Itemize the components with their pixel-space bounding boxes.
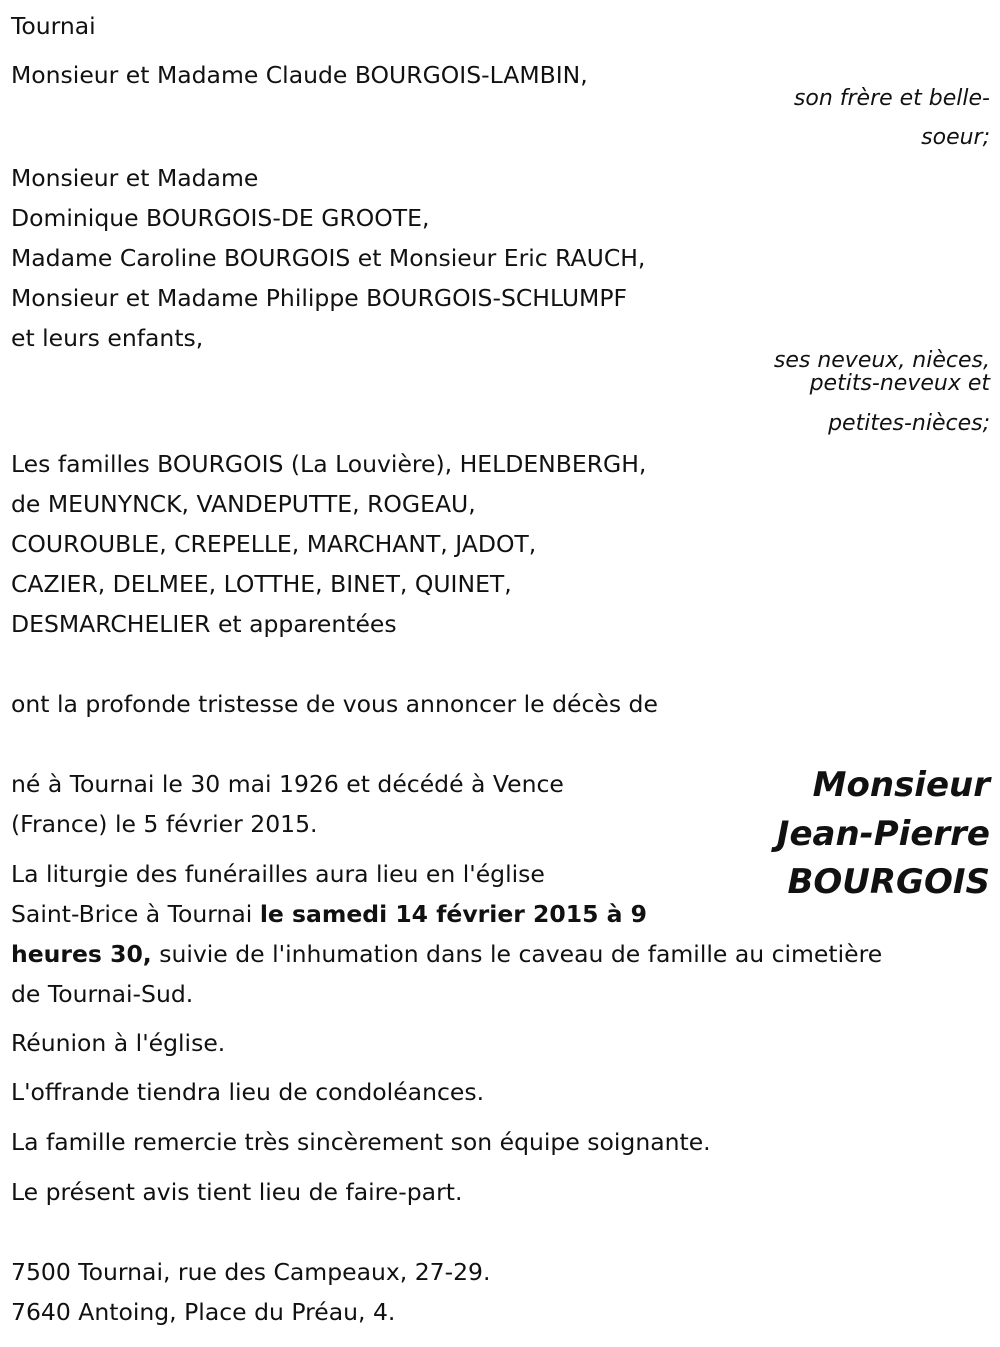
- funeral-line: La liturgie des funérailles aura lieu en l'église: [11, 860, 545, 888]
- funeral-burial: suivie de l'inhumation dans le caveau de famille au cimetière: [151, 940, 883, 968]
- note-line: L'offrande tiendra lieu de condoléances.: [11, 1078, 485, 1106]
- families-line: DESMARCHELIER et apparentées: [11, 610, 397, 638]
- relation-brother-line1: son frère et belle-: [793, 86, 990, 111]
- funeral-date: le samedi 14 février 2015 à 9: [259, 900, 648, 928]
- families-line: Les familles BOURGOIS (La Louvière), HELDENBERGH,: [11, 450, 647, 478]
- relation-brother-line2: soeur;: [921, 125, 990, 150]
- funeral-line: de Tournai-Sud.: [11, 980, 194, 1008]
- deceased-last-name: BOURGOIS: [787, 862, 990, 902]
- note-line: La famille remercie très sincèrement son équipe soignante.: [11, 1128, 711, 1156]
- funeral-place: Saint-Brice à Tournai: [11, 900, 260, 928]
- relation-nephews-line3: petites-nièces;: [828, 411, 990, 436]
- family2-line: Monsieur et Madame: [11, 164, 259, 192]
- relation-nephews-line2: petits-neveux et: [809, 371, 990, 396]
- deceased-title: Monsieur: [812, 765, 990, 805]
- city-heading: Tournai: [11, 12, 96, 40]
- deceased-first-name: Jean-Pierre: [776, 814, 990, 854]
- funeral-time: heures 30,: [11, 940, 152, 968]
- family-line-brother: Monsieur et Madame Claude BOURGOIS-LAMBIN,: [11, 61, 588, 89]
- family2-line: Monsieur et Madame Philippe BOURGOIS-SCHLUMPF: [11, 284, 628, 312]
- address-line: 7500 Tournai, rue des Campeaux, 27-29.: [11, 1258, 491, 1286]
- family2-line: et leurs enfants,: [11, 324, 204, 352]
- note-line: Réunion à l'église.: [11, 1029, 226, 1057]
- funeral-line: [11, 934, 882, 974]
- address-line: 7640 Antoing, Place du Préau, 4.: [11, 1298, 396, 1326]
- family2-line: Dominique BOURGOIS-DE GROOTE,: [11, 204, 430, 232]
- relation-nephews-line1: ses neveux, nièces,: [773, 348, 990, 373]
- announcement-line: ont la profonde tristesse de vous annoncer le décès de: [11, 690, 658, 718]
- families-line: de MEUNYNCK, VANDEPUTTE, ROGEAU,: [11, 490, 476, 518]
- funeral-line: [11, 894, 647, 934]
- note-line: Le présent avis tient lieu de faire-part.: [11, 1178, 463, 1206]
- birth-line: (France) le 5 février 2015.: [11, 810, 318, 838]
- birth-line: né à Tournai le 30 mai 1926 et décédé à Vence: [11, 770, 564, 798]
- family2-line: Madame Caroline BOURGOIS et Monsieur Eric RAUCH,: [11, 244, 646, 272]
- families-line: COUROUBLE, CREPELLE, MARCHANT, JADOT,: [11, 530, 537, 558]
- families-line: CAZIER, DELMEE, LOTTHE, BINET, QUINET,: [11, 570, 512, 598]
